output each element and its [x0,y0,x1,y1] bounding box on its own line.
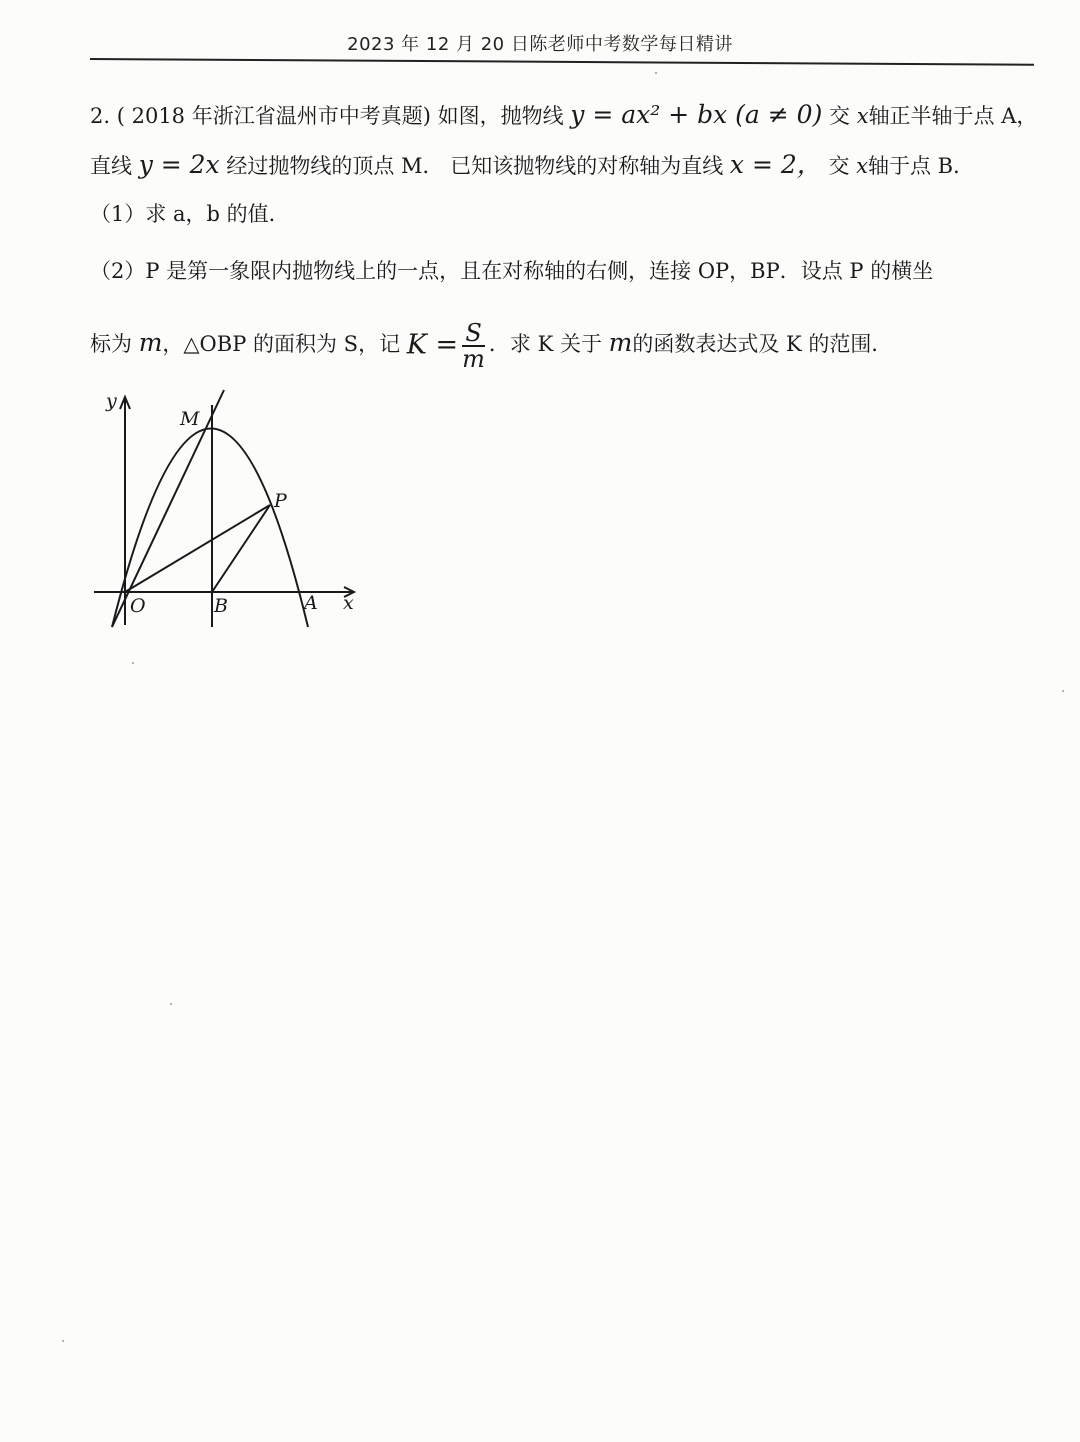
part-2-question-line-2 [90,318,1060,371]
line-text-a: 直线 [90,154,132,178]
k-fraction-numerator: S [462,321,485,347]
point-p-label: P [274,490,287,512]
parabola-equation: y = ax² + bx (a ≠ 0) [570,100,823,129]
scan-speck [62,1340,64,1342]
k-definition: K = [406,329,459,361]
line-text-b: 经过抛物线的顶点 M． 已知该抛物线的对称轴为直线 [226,154,724,178]
part-2-text-a: 标为 [90,332,132,356]
line-equation: y = 2x [138,150,220,179]
page-header: 2023 年 12 月 20 日陈老师中考数学每日精讲 [347,34,733,55]
problem-intro-2: 交 [829,104,851,128]
x-axis-variable-2: x [856,154,868,178]
scan-speck [1062,690,1064,692]
problem-line-2 [90,150,1060,181]
part-1-question: （1）求 a，b 的值． [90,202,290,226]
part-2-text-c: ．求 K 关于 [488,332,602,356]
m-variable: m [138,328,163,357]
part-2-text-b: ，△OBP 的面积为 S，记 [162,332,401,356]
point-b-label: B [214,595,228,617]
problem-line-1 [90,100,1060,131]
point-m-label: M [180,408,200,430]
x-axis-variable: x [856,104,869,128]
parabola-figure [90,385,380,635]
k-fraction [462,318,485,373]
problem-number: 2. [90,104,111,128]
scan-speck [170,1003,172,1005]
origin-label: O [130,595,146,617]
segment-bp [212,505,270,592]
x-axis-label: x [343,592,354,614]
m-variable-2: m [608,328,633,357]
header-divider [90,58,1034,66]
k-fraction-denominator: m [462,344,485,373]
problem-source: ( 2018 年浙江省温州市中考真题) [116,104,431,128]
point-a-label: A [304,592,318,614]
part-2-text-d: 的函数表达式及 K 的范围． [632,332,893,356]
problem-intro: 如图，抛物线 [437,104,564,128]
scan-speck [655,72,657,74]
line-text-c: 交 [828,154,850,178]
line-text-d: 轴于点 B． [867,154,975,178]
scan-speck [132,662,134,664]
segment-op [125,505,270,592]
problem-intro-3: 轴正半轴于点 A， [868,104,1038,128]
axis-equation: x = 2， [729,150,822,179]
part-2-question-line-1: （2）P 是第一象限内抛物线上的一点，且在对称轴的右侧，连接 OP，BP．设点 P 的横坐 [90,259,934,283]
y-axis-label: y [106,390,117,412]
